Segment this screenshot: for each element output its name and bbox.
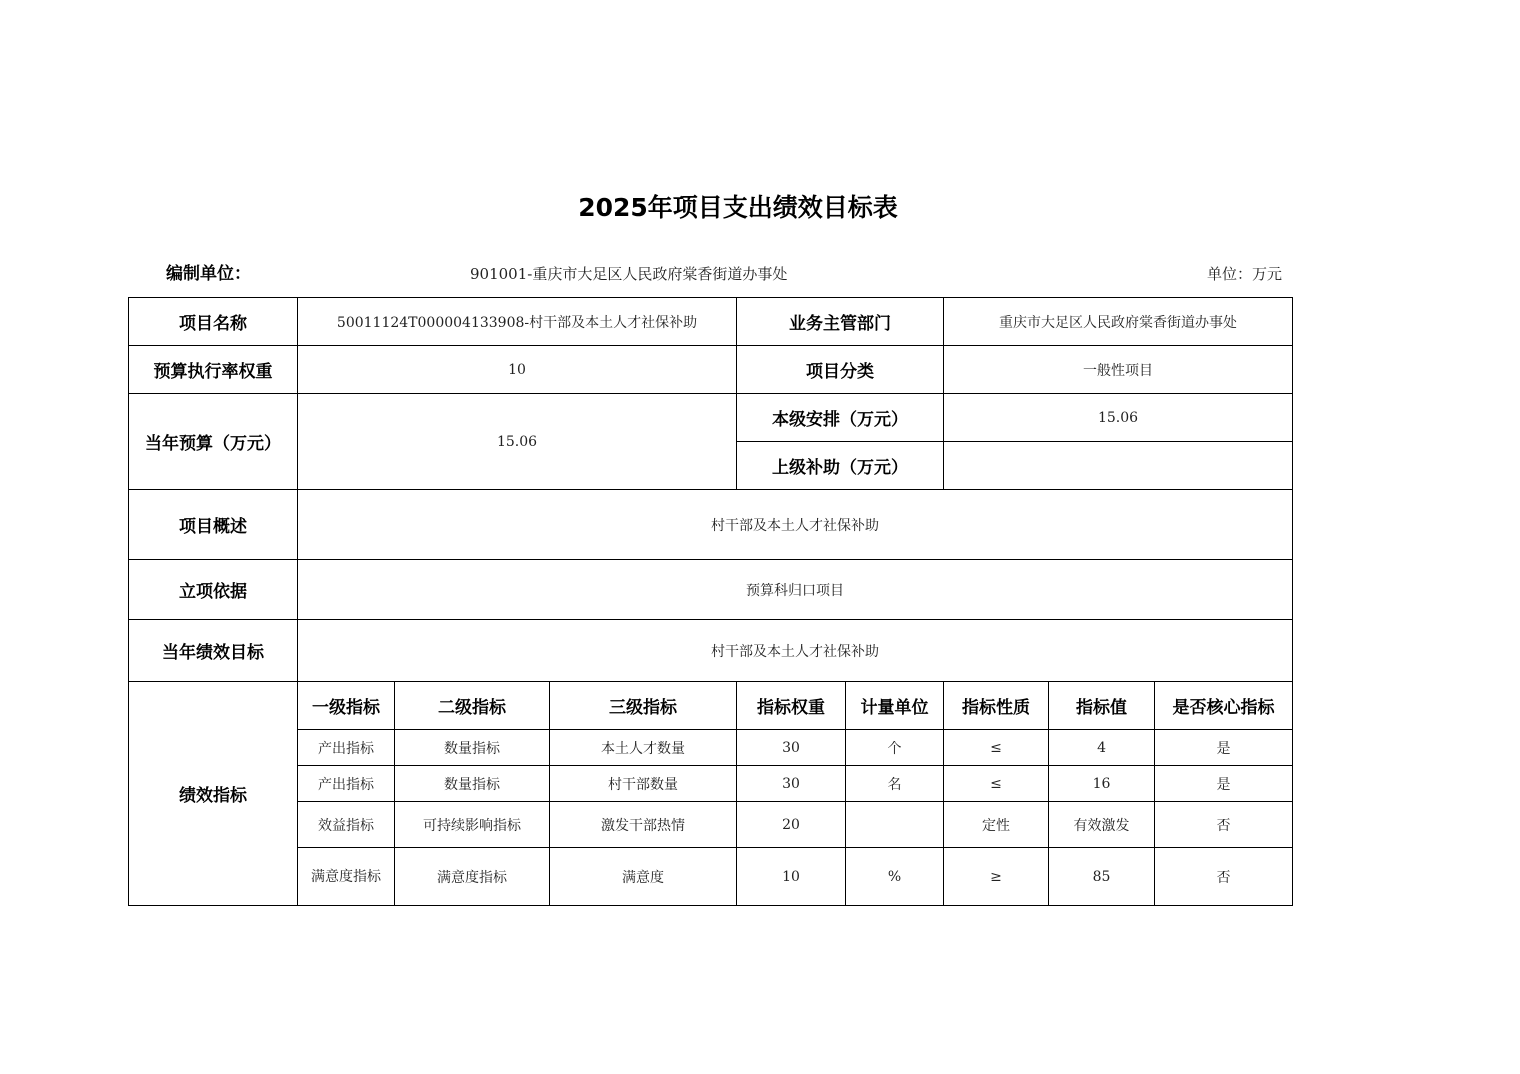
weight-cell: 20 xyxy=(737,802,846,848)
weight-value: 10 xyxy=(298,346,737,394)
row-overview xyxy=(129,490,1293,560)
unit-cell: 名 xyxy=(846,766,944,802)
project-name-label: 项目名称 xyxy=(129,298,298,346)
core-cell: 否 xyxy=(1155,802,1293,848)
header-nature: 指标性质 xyxy=(944,682,1049,730)
level1-cell: 满意度指标 xyxy=(298,848,395,906)
value-cell: 有效激发 xyxy=(1049,802,1155,848)
category-label: 项目分类 xyxy=(737,346,944,394)
org-label: 编制单位： xyxy=(166,264,251,284)
header-level3: 三级指标 xyxy=(550,682,737,730)
org-value: 901001-重庆市大足区人民政府棠香街道办事处 xyxy=(470,265,788,283)
header-core: 是否核心指标 xyxy=(1155,682,1293,730)
header-weight: 指标权重 xyxy=(737,682,846,730)
nature-cell: ≤ xyxy=(944,766,1049,802)
unit-cell: 个 xyxy=(846,730,944,766)
level3-cell: 本土人才数量 xyxy=(550,730,737,766)
weight-cell: 30 xyxy=(737,730,846,766)
weight-cell: 10 xyxy=(737,848,846,906)
core-cell: 是 xyxy=(1155,730,1293,766)
row-project-name xyxy=(129,298,1293,346)
level2-cell: 数量指标 xyxy=(395,730,550,766)
header-value: 指标值 xyxy=(1049,682,1155,730)
dept-label: 业务主管部门 xyxy=(737,298,944,346)
nature-cell: ≤ xyxy=(944,730,1049,766)
nature-cell: ≥ xyxy=(944,848,1049,906)
page-title: 2025年项目支出绩效目标表 xyxy=(578,193,898,222)
level3-cell: 满意度 xyxy=(550,848,737,906)
value-cell: 4 xyxy=(1049,730,1155,766)
table-row xyxy=(129,766,1293,802)
row-basis xyxy=(129,560,1293,620)
level1-cell: 产出指标 xyxy=(298,730,395,766)
level2-cell: 可持续影响指标 xyxy=(395,802,550,848)
row-annual-budget xyxy=(129,394,1293,442)
level1-cell: 产出指标 xyxy=(298,766,395,802)
local-label: 本级安排（万元） xyxy=(737,394,944,442)
indicator-header-row xyxy=(129,682,1293,730)
basis-label: 立项依据 xyxy=(129,560,298,620)
table-row xyxy=(129,848,1293,906)
overview-value: 村干部及本土人才社保补助 xyxy=(298,490,1293,560)
table-row xyxy=(129,730,1293,766)
indicators-section-label: 绩效指标 xyxy=(129,682,298,906)
upper-label: 上级补助（万元） xyxy=(737,442,944,490)
basis-value: 预算科归口项目 xyxy=(298,560,1293,620)
performance-target-table xyxy=(128,297,1293,906)
row-annual-goal xyxy=(129,620,1293,682)
level3-cell: 激发干部热情 xyxy=(550,802,737,848)
weight-label: 预算执行率权重 xyxy=(129,346,298,394)
goal-label: 当年绩效目标 xyxy=(129,620,298,682)
core-cell: 否 xyxy=(1155,848,1293,906)
header-level1: 一级指标 xyxy=(298,682,395,730)
table-row xyxy=(129,802,1293,848)
value-cell: 85 xyxy=(1049,848,1155,906)
row-budget-weight xyxy=(129,346,1293,394)
local-value: 15.06 xyxy=(944,394,1293,442)
level3-cell: 村干部数量 xyxy=(550,766,737,802)
document-meta xyxy=(128,262,1292,286)
dept-value: 重庆市大足区人民政府棠香街道办事处 xyxy=(944,298,1293,346)
core-cell: 是 xyxy=(1155,766,1293,802)
budget-label: 当年预算（万元） xyxy=(129,394,298,490)
header-unit: 计量单位 xyxy=(846,682,944,730)
weight-cell: 30 xyxy=(737,766,846,802)
project-name-value: 50011124T000004133908-村干部及本土人才社保补助 xyxy=(298,298,737,346)
level2-cell: 数量指标 xyxy=(395,766,550,802)
unit-cell xyxy=(846,802,944,848)
level2-cell: 满意度指标 xyxy=(395,848,550,906)
unit-label: 单位：万元 xyxy=(1206,265,1282,283)
upper-value xyxy=(944,442,1293,490)
value-cell: 16 xyxy=(1049,766,1155,802)
level1-cell: 效益指标 xyxy=(298,802,395,848)
header-level2: 二级指标 xyxy=(395,682,550,730)
category-value: 一般性项目 xyxy=(944,346,1293,394)
overview-label: 项目概述 xyxy=(129,490,298,560)
goal-value: 村干部及本土人才社保补助 xyxy=(298,620,1293,682)
budget-value: 15.06 xyxy=(298,394,737,490)
nature-cell: 定性 xyxy=(944,802,1049,848)
unit-cell: % xyxy=(846,848,944,906)
